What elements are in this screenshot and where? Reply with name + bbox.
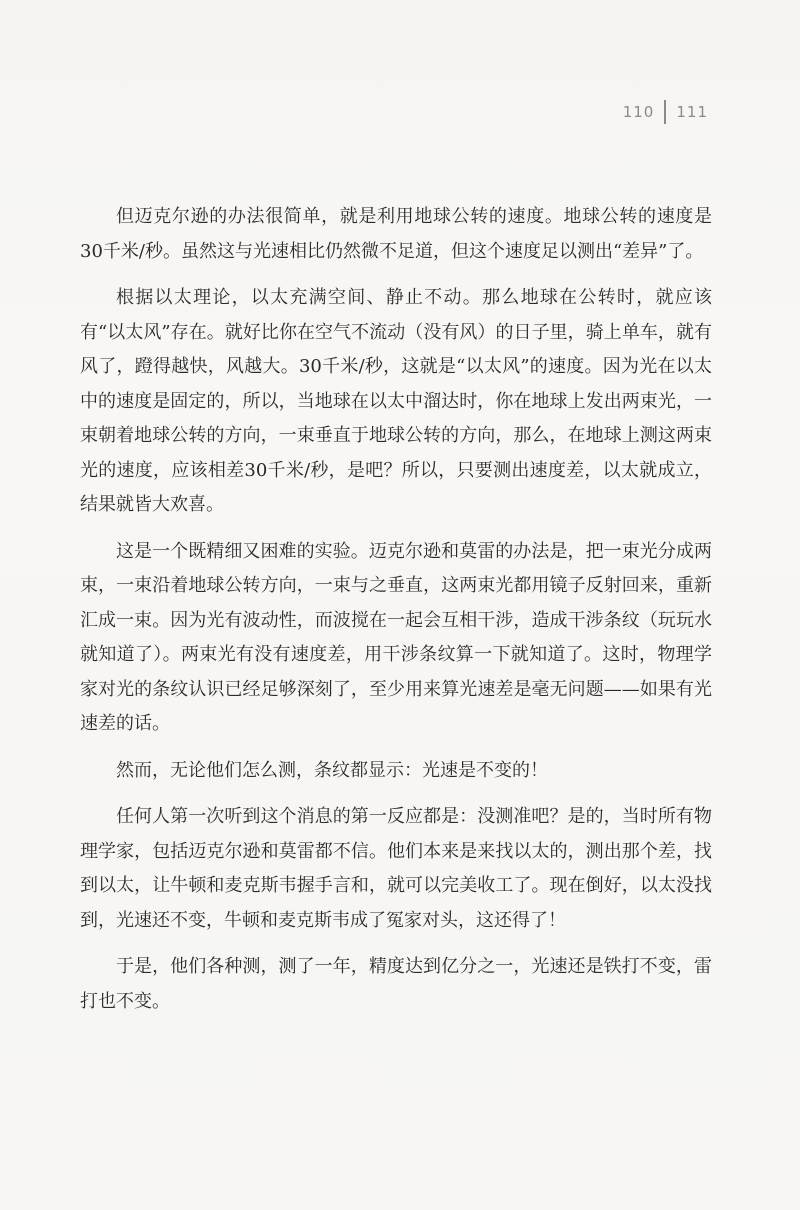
paragraph-4: 然而，无论他们怎么测，条纹都显示：光速是不变的！ (116, 759, 548, 781)
page-number-right: 111 (676, 103, 708, 121)
body-text (80, 200, 712, 1031)
page-number-separator (664, 100, 666, 124)
page-number-header (623, 100, 708, 124)
paragraph-3: 这是一个既精细又困难的实验。迈克尔逊和莫雷的办法是，把一束光分成两束，一束沿着地球公转方向，一束与之垂直，这两束光都用镜子反射回来，重新汇成一束。因为光有波动性，而波搅在一起会互相干涉，造成干涉条纹（玩玩水就知道了）。两束光有没有速度差，用干涉条纹算一下就知道了。这时，物理学家对光的条纹认识已经足够深刻了，至少用来算光速差是毫无问题——如果有光速差的话。 (80, 540, 712, 734)
paragraph-6: 于是，他们各种测，测了一年，精度达到亿分之一，光速还是铁打不变，雷打也不变。 (80, 956, 712, 1012)
paragraph-2: 根据以太理论，以太充满空间、静止不动。那么地球在公转时，就应该有“以太风”存在。就好比你在空气不流动（没有风）的日子里，骑上单车，就有风了，蹬得越快，风越大。30千米/秒，这就是“以太风”的速度。因为光在以太中的速度是固定的，所以，当地球在以太中溜达时，你在地球上发出两束光，一束朝着地球公转的方向，一束垂直于地球公转的方向，那么，在地球上测这两束光的速度，应该相差30千米/秒，是吧？所以，只要测出速度差，以太就成立，结果就皆大欢喜。 (80, 287, 712, 515)
page-number-left: 110 (622, 103, 655, 121)
paragraph-1: 但迈克尔逊的办法很简单，就是利用地球公转的速度。地球公转的速度是30千米/秒。虽然这与光速相比仍然微不足道，但这个速度足以测出“差异”了。 (80, 206, 712, 262)
paragraph-5: 任何人第一次听到这个消息的第一反应都是：没测准吧？是的，当时所有物理学家，包括迈克尔逊和莫雷都不信。他们本来是来找以太的，测出那个差，找到以太，让牛顿和麦克斯韦握手言和，就可以完美收工了。现在倒好，以太没找到，光速还不变，牛顿和麦克斯韦成了冤家对头，这还得了！ (80, 806, 712, 931)
